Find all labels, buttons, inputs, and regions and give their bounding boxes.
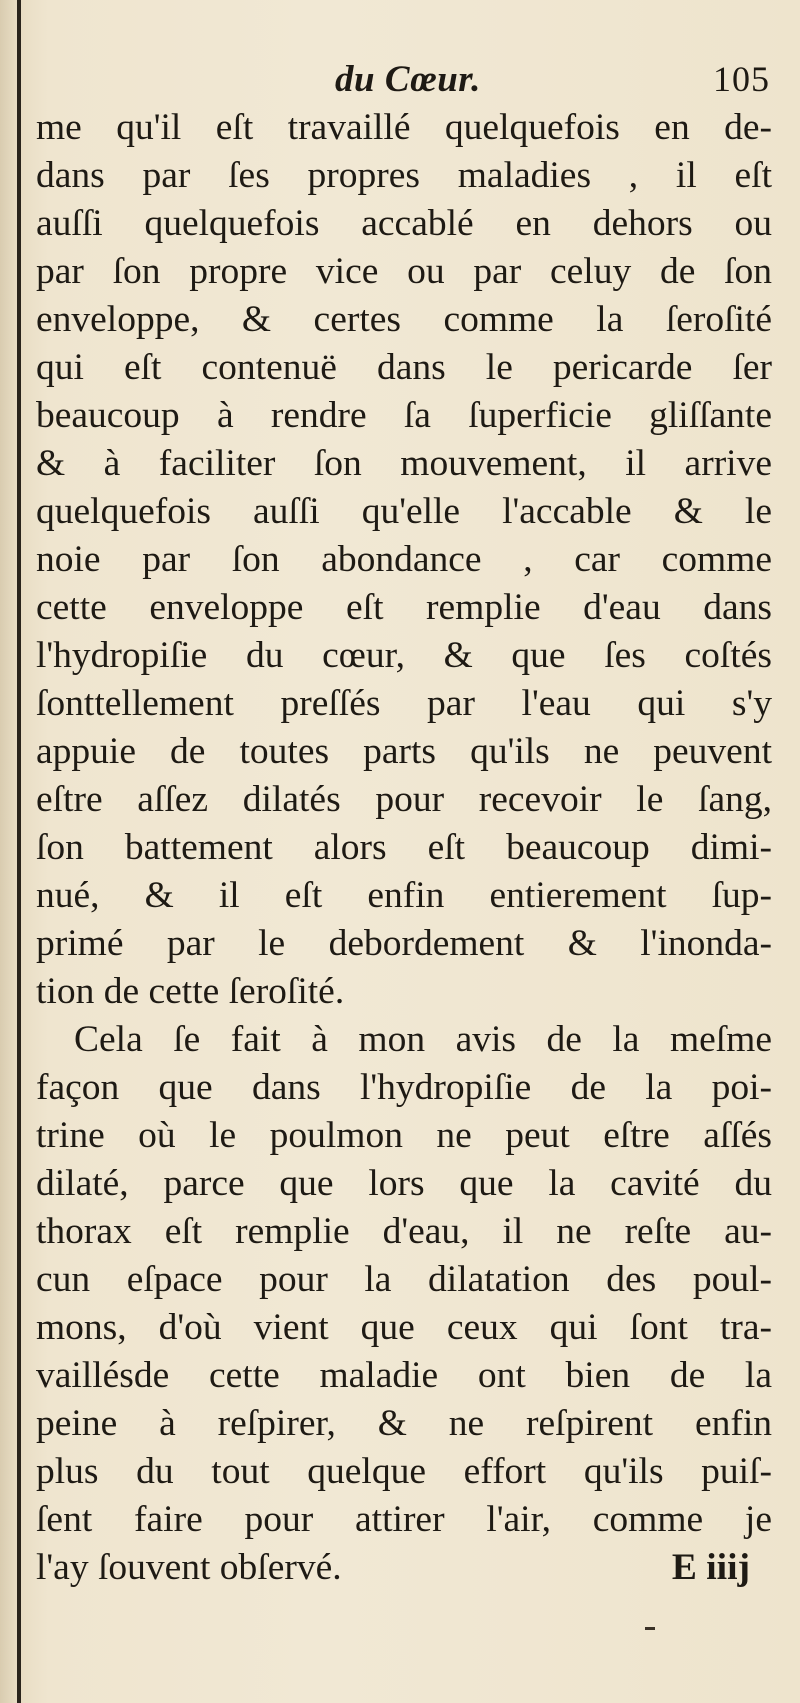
text-line: enveloppe, & certes comme la ſeroſité	[36, 299, 772, 340]
text-line: trine où le poulmon ne peut eſtre aſſés	[36, 1115, 772, 1156]
text-line: façon que dans l'hydropiſie de la poi-	[36, 1067, 772, 1108]
text-line: ſon battement alors eſt beaucoup dimi-	[36, 827, 772, 868]
text-line: peine à reſpirer, & ne reſpirent enfin	[36, 1403, 772, 1444]
text-line: nué, & il eſt enfin entierement ſup-	[36, 875, 772, 916]
text-line: noie par ſon abondance , car comme	[36, 539, 772, 580]
text-line: & à faciliter ſon mouvement, il arrive	[36, 443, 772, 484]
final-line	[36, 1544, 772, 1592]
text-line: vaillésde cette maladie ont bien de la	[36, 1355, 772, 1396]
running-head: du Cœur.	[335, 59, 481, 100]
text-line: cun eſpace pour la dilatation des poul-	[36, 1259, 772, 1300]
text-line: tion de cette ſeroſité.	[36, 971, 345, 1012]
text-line: auſſi quelquefois accablé en dehors ou	[36, 203, 772, 244]
page-gutter	[0, 0, 26, 1703]
text-line: dilaté, parce que lors que la cavité du	[36, 1163, 772, 1204]
text-line: plus du tout quelque effort qu'ils puiſ-	[36, 1451, 772, 1492]
text-line: Cela ſe fait à mon avis de la meſme	[74, 1019, 772, 1060]
text-line: me qu'il eſt travaillé quelquefois en de-	[36, 107, 772, 148]
text-line: quelquefois auſſi qu'elle l'accable & le	[36, 491, 772, 532]
text-line: qui eſt contenuë dans le pericarde ſer	[36, 347, 772, 388]
text-line: primé par le debordement & l'inonda-	[36, 923, 772, 964]
text-line: mons, d'où vient que ceux qui ſont tra-	[36, 1307, 772, 1348]
ink-speck	[645, 1627, 655, 1630]
binding-edge-line	[17, 0, 21, 1703]
body-text	[36, 104, 772, 1592]
text-line: ſonttellement preſſés par l'eau qui s'y	[36, 683, 772, 724]
text-line: beaucoup à rendre ſa ſuperficie gliſſante	[36, 395, 772, 436]
text-line: par ſon propre vice ou par celuy de ſon	[36, 251, 772, 292]
text-line: dans par ſes propres maladies , il eſt	[36, 155, 772, 196]
text-line: appuie de toutes parts qu'ils ne peuvent	[36, 731, 772, 772]
text-line: eſtre aſſez dilatés pour recevoir le ſang,	[36, 779, 772, 820]
paragraph-1	[36, 104, 772, 1016]
closing-text: l'ay ſouvent obſervé.	[36, 1547, 342, 1588]
page-number: 105	[713, 59, 770, 99]
paragraph-2	[36, 1016, 772, 1592]
text-line: l'hydropiſie du cœur, & que ſes coſtés	[36, 635, 772, 676]
text-line: ſent faire pour attirer l'air, comme je	[36, 1499, 772, 1540]
text-line: thorax eſt remplie d'eau, il ne reſte au-	[36, 1211, 772, 1252]
signature-mark: E iiij	[671, 1547, 750, 1588]
text-line: cette enveloppe eſt remplie d'eau dans	[36, 587, 772, 628]
